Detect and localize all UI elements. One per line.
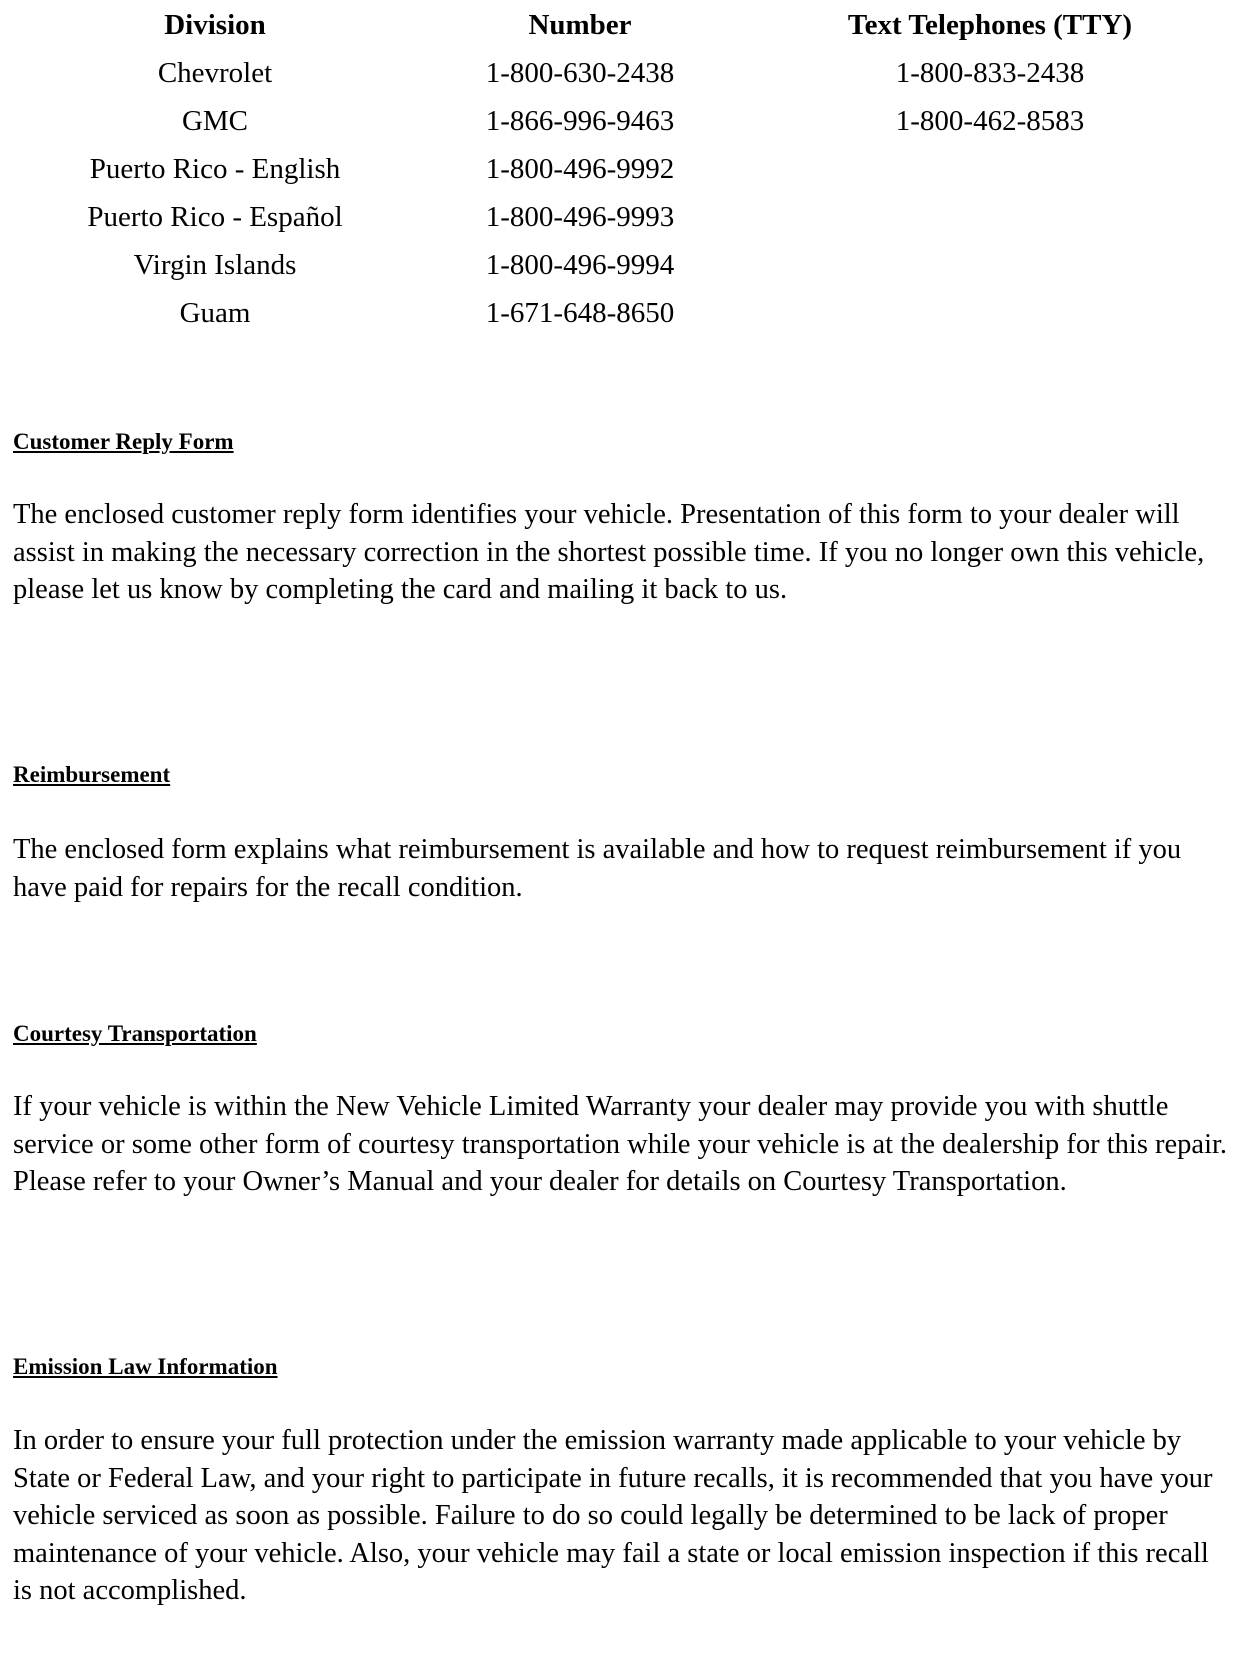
tty-cell: 1-800-833-2438 — [895, 57, 1085, 89]
number-cell: 1-800-496-9994 — [485, 249, 675, 281]
header-division: Division — [164, 9, 266, 41]
number-cell: 1-800-496-9992 — [485, 153, 675, 185]
table-row — [0, 48, 1248, 98]
number-cell: 1-671-648-8650 — [485, 297, 675, 329]
section-body-reimbursement: The enclosed form explains what reimbursement is available and how to request reimbursement if you have paid for repairs for the recall condition. — [13, 834, 1182, 903]
tty-cell: 1-800-462-8583 — [895, 105, 1085, 137]
table-row — [0, 288, 1248, 338]
division-cell: GMC — [181, 105, 249, 137]
header-tty: Text Telephones (TTY) — [847, 9, 1133, 41]
division-cell: Puerto Rico - Español — [87, 201, 343, 233]
section-heading-reimbursement: Reimbursement — [13, 762, 171, 787]
section-body-emission-law-information: In order to ensure your full protection under the emission warranty made applicable to your vehicle by State or Federal Law, and your right to participate in future recalls, it is recommended that you have your vehicle serviced as soon as possible. Failure to do so could legally be determined to be lack of proper maintenance of your vehicle. Also, your vehicle may fail a state or local emission inspection if this recall is not accomplished. — [13, 1425, 1213, 1606]
section-heading-customer-reply-form: Customer Reply Form — [13, 429, 234, 454]
division-cell: Guam — [179, 297, 251, 329]
header-number: Number — [528, 9, 632, 41]
division-cell: Chevrolet — [157, 57, 273, 89]
table-row — [0, 96, 1248, 146]
section-heading-emission-law-information: Emission Law Information — [13, 1354, 278, 1379]
division-cell: Puerto Rico - English — [89, 153, 341, 185]
number-cell: 1-800-630-2438 — [485, 57, 675, 89]
number-cell: 1-866-996-9463 — [485, 105, 675, 137]
table-row — [0, 240, 1248, 290]
number-cell: 1-800-496-9993 — [485, 201, 675, 233]
table-row — [0, 144, 1248, 194]
section-heading-courtesy-transportation: Courtesy Transportation — [13, 1021, 257, 1046]
table-row — [0, 192, 1248, 242]
section-body-customer-reply-form: The enclosed customer reply form identifies your vehicle. Presentation of this form to your dealer will assist in making the necessary correction in the shortest possible time. If you no longer own this vehicle, please let us know by completing the card and mailing it back to us. — [13, 499, 1205, 605]
division-cell: Virgin Islands — [133, 249, 297, 281]
table-header-row — [0, 0, 1248, 50]
section-body-courtesy-transportation: If your vehicle is within the New Vehicle Limited Warranty your dealer may provide you with shuttle service or some other form of courtesy transportation while your vehicle is at the dealership for this repair. Please refer to your Owner’s Manual and your dealer for details on Courtesy Transportation. — [13, 1091, 1228, 1197]
